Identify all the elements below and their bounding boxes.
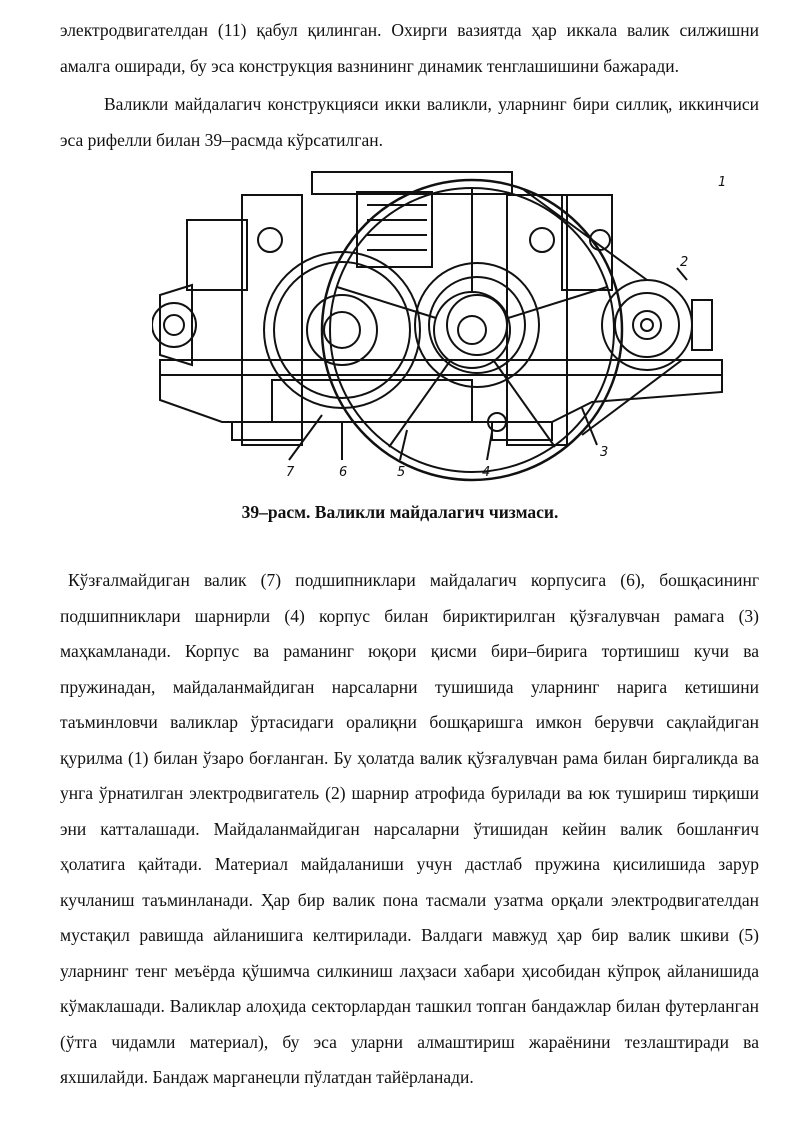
figure-caption: 39–расм. Валикли майдалагич чизмаси. [241, 502, 559, 522]
figure-label-5: 5 [397, 465, 406, 480]
crusher-schematic-svg [152, 160, 732, 490]
paragraph-description: Кўзғалмайдиган валик (7) подшипниклари майдалагич корпусига (6), бошқасининг подшипниклари шарнирли (4) корпус билан бириктирилган қўзғалувчан рамага (3) маҳкамланади. Корпус ва раманинг юқори қисми бири–бирига тортишиш кучи ва пружинадан, майдаланмайдиган нарсаларни тушишида уларнинг нарига кетишини таъминловчи валиклар ўртасидаги оралиқни бошқаришга имкон берувчи сақлайдиган қурилма (1) билан ўзаро боғланган. Бу ҳолатда валик қўзғалувчан рама билан биргаликда ва унга ўрнатилган электродвигатель (2) шарнир атрофида бурилади ва юк тушириш тирқиши эни катталашади. Майдаланмайдиган нарсаларни ўтишидан кейин валик бошланғич ҳолатига қайтади. Материал майдаланиши учун дастлаб пружина қисилишида зарур кучланиш таъминланади. Ҳар бир валик пона тасмали узатма орқали электродвигателдан мустақил равишда айланишига келтирилади. Валдаги мавжуд ҳар бир валик шкиви (5) уларнинг тенг меъёрда қўшимча силкиниш лаҳзаси хабари ҳисобидан кўпроқ айланишида кўмаклашади. Валиклар алоҳида секторлардан ташкил топган бандажлар билан футерланган (ўтга чидамли материал), бу эса уларни алмаштириш жараёнини тезлаштиради ва яхшилайди. Бандаж марганецли пўлатдан тайёрланади. [60, 570, 759, 1087]
paragraph-figure-reference: Валикли майдалагич конструкцияси икки валикли, уларнинг бири силлиқ, иккинчиси эса рифелли билан 39–расмда кўрсатилган. [60, 94, 759, 150]
figure-label-2: 2 [680, 255, 689, 270]
roller-crusher-drawing [152, 160, 732, 490]
figure-label-3: 3 [600, 445, 609, 460]
paragraph-intro: электродвигателдан (11) қабул қилинган. Охирги вазиятда ҳар иккала валик силжишни амалга оширади, бу эса конструкция вазнининг динамик тенглашишини бажаради. [60, 20, 759, 76]
figure-label-1: 1 [718, 175, 727, 190]
figure-label-4: 4 [482, 465, 491, 480]
figure-label-7: 7 [286, 465, 295, 480]
figure-label-6: 6 [339, 465, 348, 480]
